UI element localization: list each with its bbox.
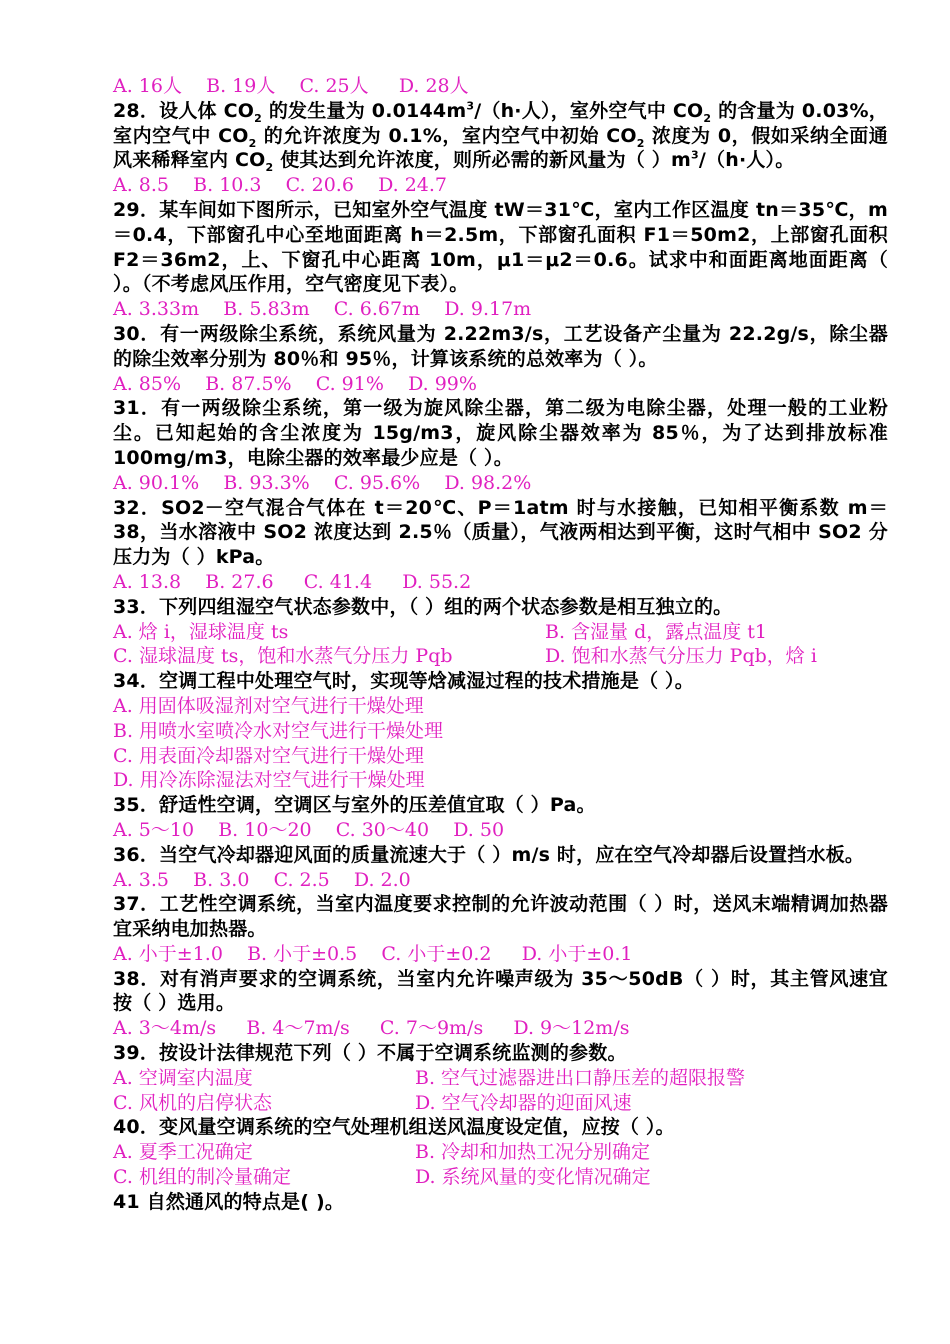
answer-options: C. 用表面冷却器对空气进行干燥处理 — [113, 744, 424, 767]
question-text: 36．当空气冷却器迎风面的质量流速大于（ ）m/s 时，应在空气冷却器后设置挡水板。 — [113, 843, 865, 866]
answer-option: A. 夏季工况确定 — [113, 1141, 253, 1164]
answer-options: B. 用喷水室喷冷水对空气进行干燥处理 — [113, 719, 444, 742]
question-text: 29．某车间如下图所示，已知室外空气温度 tW＝31℃，室内工作区温度 tn＝35℃，m＝0.4，下部窗孔中心至地面距离 h＝2.5m，下部窗孔面积 F1＝50m2，上部窗孔面积 F2＝36m2，上、下窗孔中心距离 10m，μ1＝μ2＝0.6。试求中和面距离地面距离（ ）。（不考虑风压作用，空气密度见下表）。 — [113, 198, 888, 296]
answer-options: A. 小于±1.0 B. 小于±0.5 C. 小于±0.2 D. 小于±0.1 — [113, 942, 633, 965]
answer-option: B. 空气过滤器进出口静压差的超限报警 — [415, 1066, 746, 1089]
answer-options: D. 用冷冻除湿法对空气进行干燥处理 — [113, 769, 425, 792]
answer-options: A. 90.1% B. 93.3% C. 95.6% D. 98.2% — [113, 471, 532, 494]
answer-options: A. 5～10 B. 10～20 C. 30～40 D. 50 — [113, 818, 505, 841]
answer-option: B. 冷却和加热工况分别确定 — [415, 1141, 651, 1164]
answer-options: A. 16人 B. 19人 C. 25人 D. 28人 — [113, 75, 469, 97]
question-text: 33．下列四组湿空气状态参数中，（ ）组的两个状态参数是相互独立的。 — [113, 595, 733, 618]
answer-options: A. 用固体吸湿剂对空气进行干燥处理 — [113, 694, 424, 717]
question-text: 37．工艺性空调系统，当室内温度要求控制的允许波动范围（ ）时，送风末端精调加热器宜采纳电加热器。 — [113, 893, 888, 941]
answer-options — [113, 1066, 888, 1091]
question-text: 38．对有消声要求的空调系统，当室内允许噪声级为 35～50dB（ ）时，其主管风速宜按（ ）选用。 — [113, 967, 888, 1015]
exam-page — [113, 74, 888, 1215]
answer-options — [113, 644, 888, 669]
answer-options — [113, 1165, 888, 1190]
answer-options: A. 3.33m B. 5.83m C. 6.67m D. 9.17m — [113, 298, 532, 321]
answer-option: A. 焓 i，湿球温度 ts — [113, 620, 289, 643]
answer-options: A. 3～4m/s B. 4～7m/s C. 7～9m/s D. 9～12m/s — [113, 1017, 630, 1040]
question-text: 40．变风量空调系统的空气处理机组送风温度设定值，应按（ ）。 — [113, 1116, 675, 1139]
question-text: 28．设人体 $CO_2$ 的发生量为 $0.0144m^3/(h\cdot$人），室外空气中 $CO_2$ 的含量为 0.03%，室内空气中 $CO_2$ 的允许浓度为 0.1%，室内空气中初始 $CO_2$ 浓度为 0，假如采纳全面通风来稀释室内 $CO_2$ 使其达到允许浓度，则所必需的新风量为（ ）$m^3/(h\cdot$人）。 — [113, 99, 888, 175]
question-text: 35．舒适性空调，空调区与室外的压差值宜取（ ）Pa。 — [113, 794, 596, 817]
answer-option: B. 含湿量 d，露点温度 t1 — [545, 620, 768, 643]
question-text: 41 自然通风的特点是( )。 — [113, 1190, 345, 1213]
answer-options: A. 13.8 B. 27.6 C. 41.4 D. 55.2 — [113, 570, 472, 593]
answer-option: C. 机组的制冷量确定 — [113, 1166, 291, 1189]
answer-option: C. 湿球温度 ts，饱和水蒸气分压力 Pqb — [113, 645, 453, 668]
answer-options — [113, 1091, 888, 1116]
answer-options — [113, 620, 888, 645]
question-text: 31．有一两级除尘系统，第一级为旋风除尘器，第二级为电除尘器，处理一般的工业粉尘。已知起始的含尘浓度为 15g/m3，旋风除尘器效率为 85％，为了达到排放标准 100mg/m3，电除尘器的效率最少应是（ ）。 — [113, 397, 888, 469]
answer-options: A. 8.5 B. 10.3 C. 20.6 D. 24.7 — [113, 174, 448, 197]
answer-option: C. 风机的启停状态 — [113, 1091, 272, 1114]
answer-option: D. 饱和水蒸气分压力 Pqb，焓 i — [545, 645, 817, 668]
question-text: 39．按设计法律规范下列（ ）不属于空调系统监测的参数。 — [113, 1042, 627, 1065]
answer-option: A. 空调室内温度 — [113, 1066, 253, 1089]
question-text: 34．空调工程中处理空气时，实现等焓减湿过程的技术措施是（ ）。 — [113, 670, 694, 693]
answer-options: A. 85% B. 87.5% C. 91% D. 99% — [113, 372, 477, 395]
answer-options — [113, 1140, 888, 1165]
answer-option: D. 系统风量的变化情况确定 — [415, 1166, 651, 1189]
answer-options: A. 3.5 B. 3.0 C. 2.5 D. 2.0 — [113, 868, 411, 891]
question-text: 32．SO2－空气混合气体在 t＝20℃、P＝1atm 时与水接触，已知相平衡系数 m＝38，当水溶液中 SO2 浓度达到 2.5％（质量），气液两相达到平衡，这时气相中 SO2 分压力为（ ）kPa。 — [113, 496, 888, 569]
question-text: 30．有一两级除尘系统，系统风量为 2.22m3/s，工艺设备产尘量为 22.2g/s，除尘器的除尘效率分别为 80％和 95％，计算该系统的总效率为（ ）。 — [113, 322, 888, 370]
answer-option: D. 空气冷却器的迎面风速 — [415, 1091, 632, 1114]
